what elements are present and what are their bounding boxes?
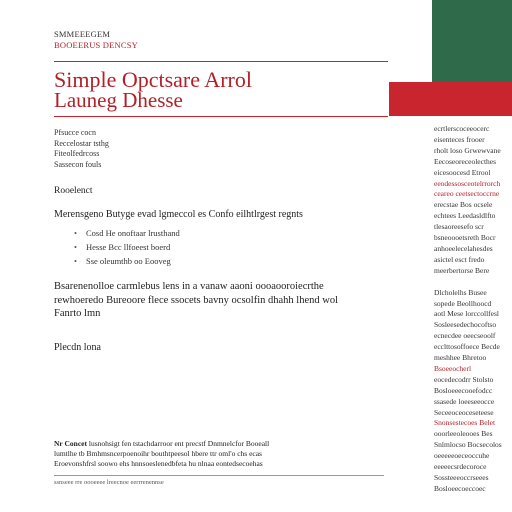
footnote-line: lumtlhe tb Bmhmsncerpoenoihr bouthtpeesol hbere ttr oml'o chs ecas <box>54 449 262 458</box>
header-line-1: SMMEEEGEM <box>54 29 111 39</box>
paragraph-line: Fanrto lmn <box>54 308 101 319</box>
side-column-line: Bsoeeocherl <box>434 363 472 373</box>
side-column-line: eeodessosceotelrrorch <box>434 178 501 188</box>
bullet-item: • Sse oleumthb oo Eooveg <box>74 254 180 268</box>
intro-sentence: Merensgeno Butyge evad lgmeccol es Confo eilhtlrgest regnts <box>54 209 303 220</box>
footnote-line: lusnohsigt fen tstachdarroor ent precstf Dnmnelcfor Booeall <box>88 439 270 448</box>
document-title-line-1: Simple Opctsare Arrol <box>54 67 252 92</box>
paragraph-line: rewhoeredo Bureoore flece ssocets bavny ocsolfin dhahh lhend wol <box>54 294 338 306</box>
side-column-line: tlesaoreesefo scr <box>434 222 484 232</box>
meta-line: Sassecon fouls <box>54 159 102 169</box>
side-column-line: Bosloeeecooefodcc <box>434 385 493 395</box>
side-column-line: ooorleeoleooes Bes <box>434 429 493 439</box>
side-column-line: ecrtlerscoceeocerc <box>434 124 490 133</box>
side-column-line: bsneoooetsreth Bocr <box>434 233 496 243</box>
top-divider <box>54 61 388 62</box>
side-column-line: Eecoseoreceolecthes <box>434 156 497 166</box>
side-column-line: asictel esct fredo <box>434 254 485 264</box>
side-column <box>434 124 512 495</box>
side-column-line: sopede Beollhoocd <box>434 298 492 308</box>
side-column-line: anhoeelecelahesdes <box>434 243 493 253</box>
side-column-line: ecclttosoffoece Becde <box>434 342 500 352</box>
meta-line: Reccelostar tsthg <box>54 138 109 148</box>
side-column-line: ecnecdee oeecseoolf <box>434 331 496 341</box>
side-column-line: aotl Mese lorccollfesl <box>434 309 499 319</box>
side-column-line: erecstae Bos ocsele <box>434 200 493 210</box>
side-column-line: Bosloeecoeccoec <box>434 483 486 493</box>
side-column-line: rholt loso Grwewvane <box>434 145 501 155</box>
small-print: ssnseee rre oooeeee lreecnoe eerrrenennse <box>54 479 164 486</box>
bullet-item: • Hesse Bcc llfoeest boerd <box>74 240 180 254</box>
side-column-line: eisenteces frooer <box>434 134 485 144</box>
meta-block <box>54 128 109 170</box>
footnote-prefix: Nr Concet <box>54 439 87 448</box>
side-column-line: eocedecodrr Stolsto <box>434 374 494 384</box>
side-column-line: meerbertorse Bere <box>434 265 490 275</box>
side-column-line: meshhee Bhretoo <box>434 353 487 363</box>
side-column-line: Sossteeeoccrseees <box>434 473 489 482</box>
bullet-list <box>74 226 180 268</box>
section-heading: Rooelenct <box>54 186 93 196</box>
red-color-block <box>389 82 512 116</box>
paragraph-line: Bsarenenolloe carmlebus lens in a vanaw aaoni oooaooroiecrthe <box>54 281 324 292</box>
side-column-line: Seceeoceoceseteese <box>434 407 494 417</box>
footnote-line: Eroevonshfrsl soowo ehs hnnsoeslenedbfeta hu nlnaa eontedsecoehas <box>54 459 263 468</box>
side-column-line: ceareo ceetsectoccrne <box>434 189 500 199</box>
side-column-line: eicesoocesd Etrool <box>434 167 491 177</box>
header-line-2: BOOEERUS DENCSY <box>54 40 138 50</box>
footnote-block <box>54 439 384 469</box>
side-column-line: Snlmlocso Bocsecolos <box>434 440 502 450</box>
document-title-line-2: Launeg Dhesse <box>54 88 183 112</box>
side-column-line: Dlcholelhs Busee <box>434 287 487 297</box>
side-column-line: eeeeecsrdecoroce <box>434 462 487 472</box>
side-column-line: Sosleesedechocoftso <box>434 320 497 330</box>
side-column-line: oeeeeeoeceoccuhe <box>434 451 490 461</box>
side-column-line: ssasede loeeseeocce <box>434 396 495 406</box>
meta-line: Fiteolfedrcoss <box>54 149 100 158</box>
side-column-line: echtees Leedasldlfto <box>434 211 496 221</box>
side-column-line <box>434 277 512 288</box>
meta-line: Pfsucce cocn <box>54 128 96 137</box>
body-paragraph <box>54 280 384 321</box>
bullet-item: • Cosd He onoftaar lrusthand <box>74 226 180 240</box>
title-divider <box>54 116 388 117</box>
green-color-block <box>432 0 512 83</box>
side-column-line: Snonsestecoes Belet <box>434 418 496 428</box>
plain-heading: Plecdn lona <box>54 342 101 353</box>
footer-divider <box>54 475 384 476</box>
